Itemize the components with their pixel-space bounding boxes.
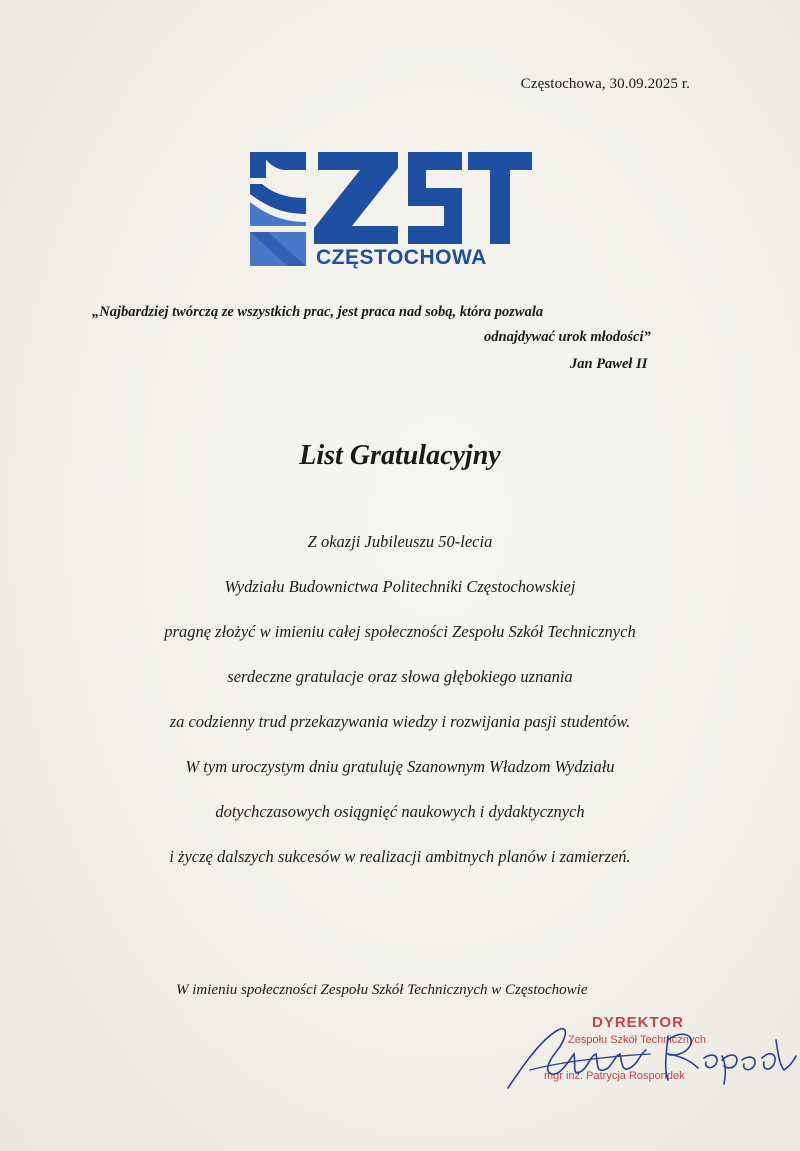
letter-title: List Gratulacyjny [299, 440, 501, 471]
quote-line-1: „Najbardziej twórczą ze wszystkich prac, jest praca nad sobą, która pozwala [92, 304, 544, 320]
letter-body [0, 530, 800, 890]
letter-closing: W imieniu społeczności Zespołu Szkół Technicznych w Częstochowie [176, 982, 588, 998]
logo-letters [314, 152, 532, 244]
quote-line-2: odnajdywać urok młodości” [484, 329, 651, 345]
body-line: pragnę złożyć w imieniu całej społeczności Zespołu Szkół Technicznych [164, 622, 636, 641]
body-line: serdeczne gratulacje oraz słowa głębokiego uznania [227, 667, 573, 686]
body-line: za codzienny trud przekazywania wiedzy i rozwijania pasji studentów. [169, 712, 631, 731]
logo-city-name: CZĘSTOCHOWA [316, 246, 487, 269]
body-line: Z okazji Jubileuszu 50-lecia [307, 532, 493, 551]
letter-date: Częstochowa, 30.09.2025 r. [520, 76, 690, 92]
body-line: Wydziału Budownictwa Politechniki Częstochowskiej [224, 577, 576, 596]
handwritten-signature [500, 1010, 800, 1100]
stamp-line-1: Zespołu Szkół Technicznych [568, 1034, 706, 1046]
epigraph-quote [92, 300, 672, 377]
quote-author: Jan Paweł II [570, 356, 648, 372]
logo-emblem [250, 152, 306, 266]
body-line: W tym uroczystym dniu gratuluję Szanownym Władzom Wydziału [185, 757, 615, 776]
body-line: i życzę dalszych sukcesów w realizacji ambitnych planów i zamierzeń. [169, 847, 631, 866]
stamp-title: DYREKTOR [592, 1014, 684, 1031]
body-line: dotychczasowych osiągnięć naukowych i dydaktycznych [215, 802, 585, 821]
stamp-line-2: mgr inż. Patrycja Rospondek [544, 1070, 685, 1082]
